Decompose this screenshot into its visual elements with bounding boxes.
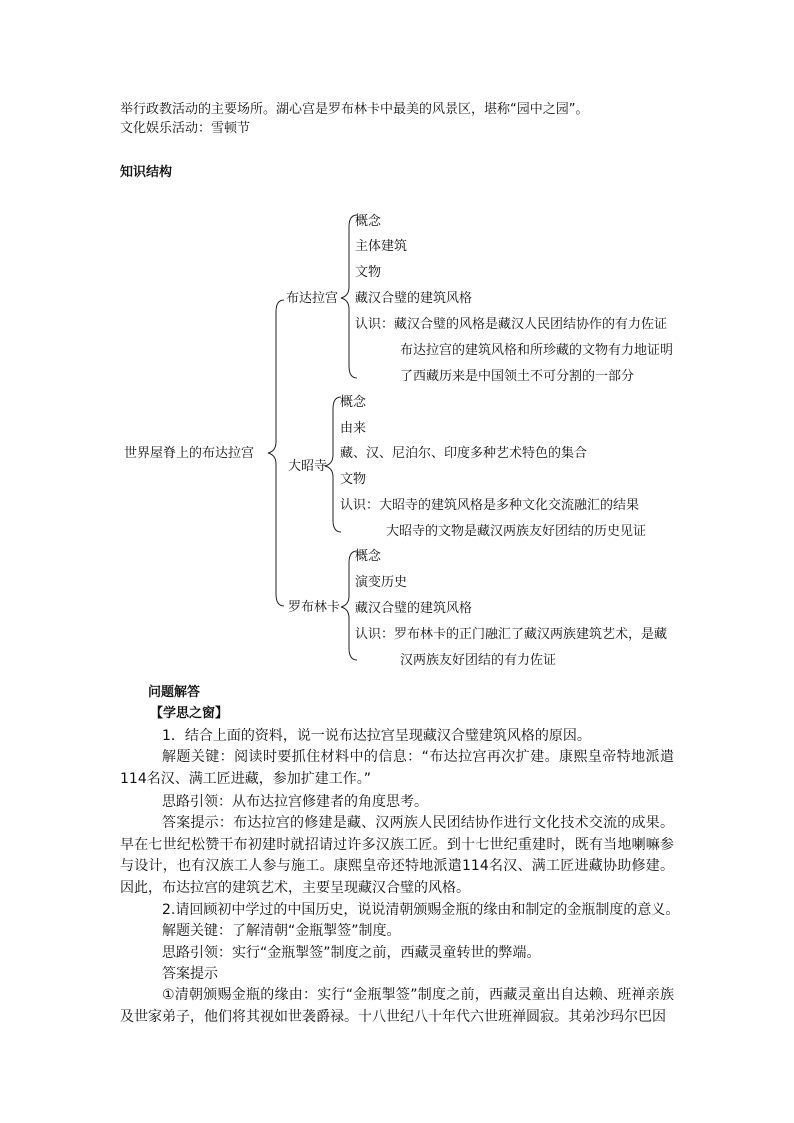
branch-brace-2 bbox=[325, 397, 341, 532]
q2-key: 解题关键：了解清朝“金瓶掣签”制度。 bbox=[162, 923, 401, 939]
branch2-item: 文物 bbox=[340, 472, 367, 487]
structure-root: 世界屋脊上的布达拉宫 bbox=[124, 446, 255, 461]
branch-label-norbulingka: 罗布林卡 bbox=[288, 600, 341, 615]
q2-answer-label: 答案提示 bbox=[162, 966, 218, 982]
qa-section-title: 【学思之窗】 bbox=[150, 706, 229, 721]
branch3-item: 汉两族友好团结的有力佐证 bbox=[400, 653, 557, 668]
question-1: 1．结合上面的资料，说一说布达拉宫呈现藏汉合璧建筑风格的原因。 bbox=[162, 728, 591, 744]
structure-heading: 知识结构 bbox=[120, 165, 173, 180]
branch1-item: 藏汉合璧的建筑风格 bbox=[355, 291, 473, 306]
branch3-item: 认识：罗布林卡的正门融汇了藏汉两族建筑艺术，是藏 bbox=[355, 627, 668, 642]
branch3-item: 概念 bbox=[355, 549, 382, 564]
q2-answer: ①清朝颁赐金瓶的缘由：实行“金瓶掣签”制度之前，西藏灵童出自达赖、班禅亲族及世家弟子，他们将其视如世袭爵禄。十八世纪八十年代六世班禅圆寂。其弟沙玛尔巴因 bbox=[120, 987, 674, 1025]
branch-label-potala: 布达拉宫 bbox=[286, 291, 339, 306]
branch2-item: 大昭寺的文物是藏汉两族友好团结的历史见证 bbox=[386, 524, 647, 539]
branch3-item: 藏汉合璧的建筑风格 bbox=[355, 601, 473, 616]
branch1-item: 主体建筑 bbox=[355, 239, 408, 254]
branch1-item: 布达拉宫的建筑风格和所珍藏的文物有力地证明 bbox=[400, 343, 674, 358]
q2-hint: 思路引领：实行“金瓶掣签”制度之前，西藏灵童转世的弊端。 bbox=[162, 945, 541, 961]
branch1-item: 了西藏历来是中国领土不可分割的一部分 bbox=[400, 369, 635, 384]
qa-heading: 问题解答 bbox=[148, 685, 201, 700]
branch1-item: 概念 bbox=[355, 214, 382, 229]
branch2-item: 概念 bbox=[340, 395, 367, 410]
q1-hint: 思路引领：从布达拉宫修建者的角度思考。 bbox=[162, 794, 428, 810]
branch2-item: 藏、汉、尼泊尔、印度多种艺术特色的集合 bbox=[340, 446, 588, 461]
q1-answer: 答案提示：布达拉宫的修建是藏、汉两族人民团结协作进行文化技术交流的成果。早在七世纪松赞干布初建时就招请过许多汉族工匠。到十七世纪重建时，既有当地喇嘛参与设计，也有汉族工人参与施工。康熙皇帝还特地派遣114名汉、满工匠进藏协助修建。因此，布达拉宫的建筑艺术，主要呈现藏汉合璧的风格。 bbox=[120, 815, 674, 896]
branch1-item: 认识：藏汉合璧的风格是藏汉人民团结协作的有力佐证 bbox=[355, 317, 668, 332]
branch-label-jokhang: 大昭寺 bbox=[288, 459, 328, 474]
intro-line-2: 文化娱乐活动：雪顿节 bbox=[120, 121, 251, 136]
branch2-item: 由来 bbox=[340, 421, 367, 436]
branch2-item: 认识：大昭寺的建筑风格是多种文化交流融汇的结果 bbox=[340, 498, 640, 513]
root-brace bbox=[268, 300, 284, 606]
intro-line-1: 举行政教活动的主要场所。湖心宫是罗布林卡中最美的风景区，堪称“园中之园”。 bbox=[120, 102, 589, 117]
question-2: 2.请回顾初中学过的中国历史，说说清朝颁赐金瓶的缘由和制定的金瓶制度的意义。 bbox=[162, 902, 680, 918]
branch3-item: 演变历史 bbox=[355, 575, 408, 590]
branch1-item: 文物 bbox=[355, 265, 382, 280]
q1-key: 解题关键：阅读时要抓住材料中的信息：“布达拉宫再次扩建。康熙皇帝特地派遣114名汉、满工匠进藏，参加扩建工作。” bbox=[120, 749, 674, 787]
